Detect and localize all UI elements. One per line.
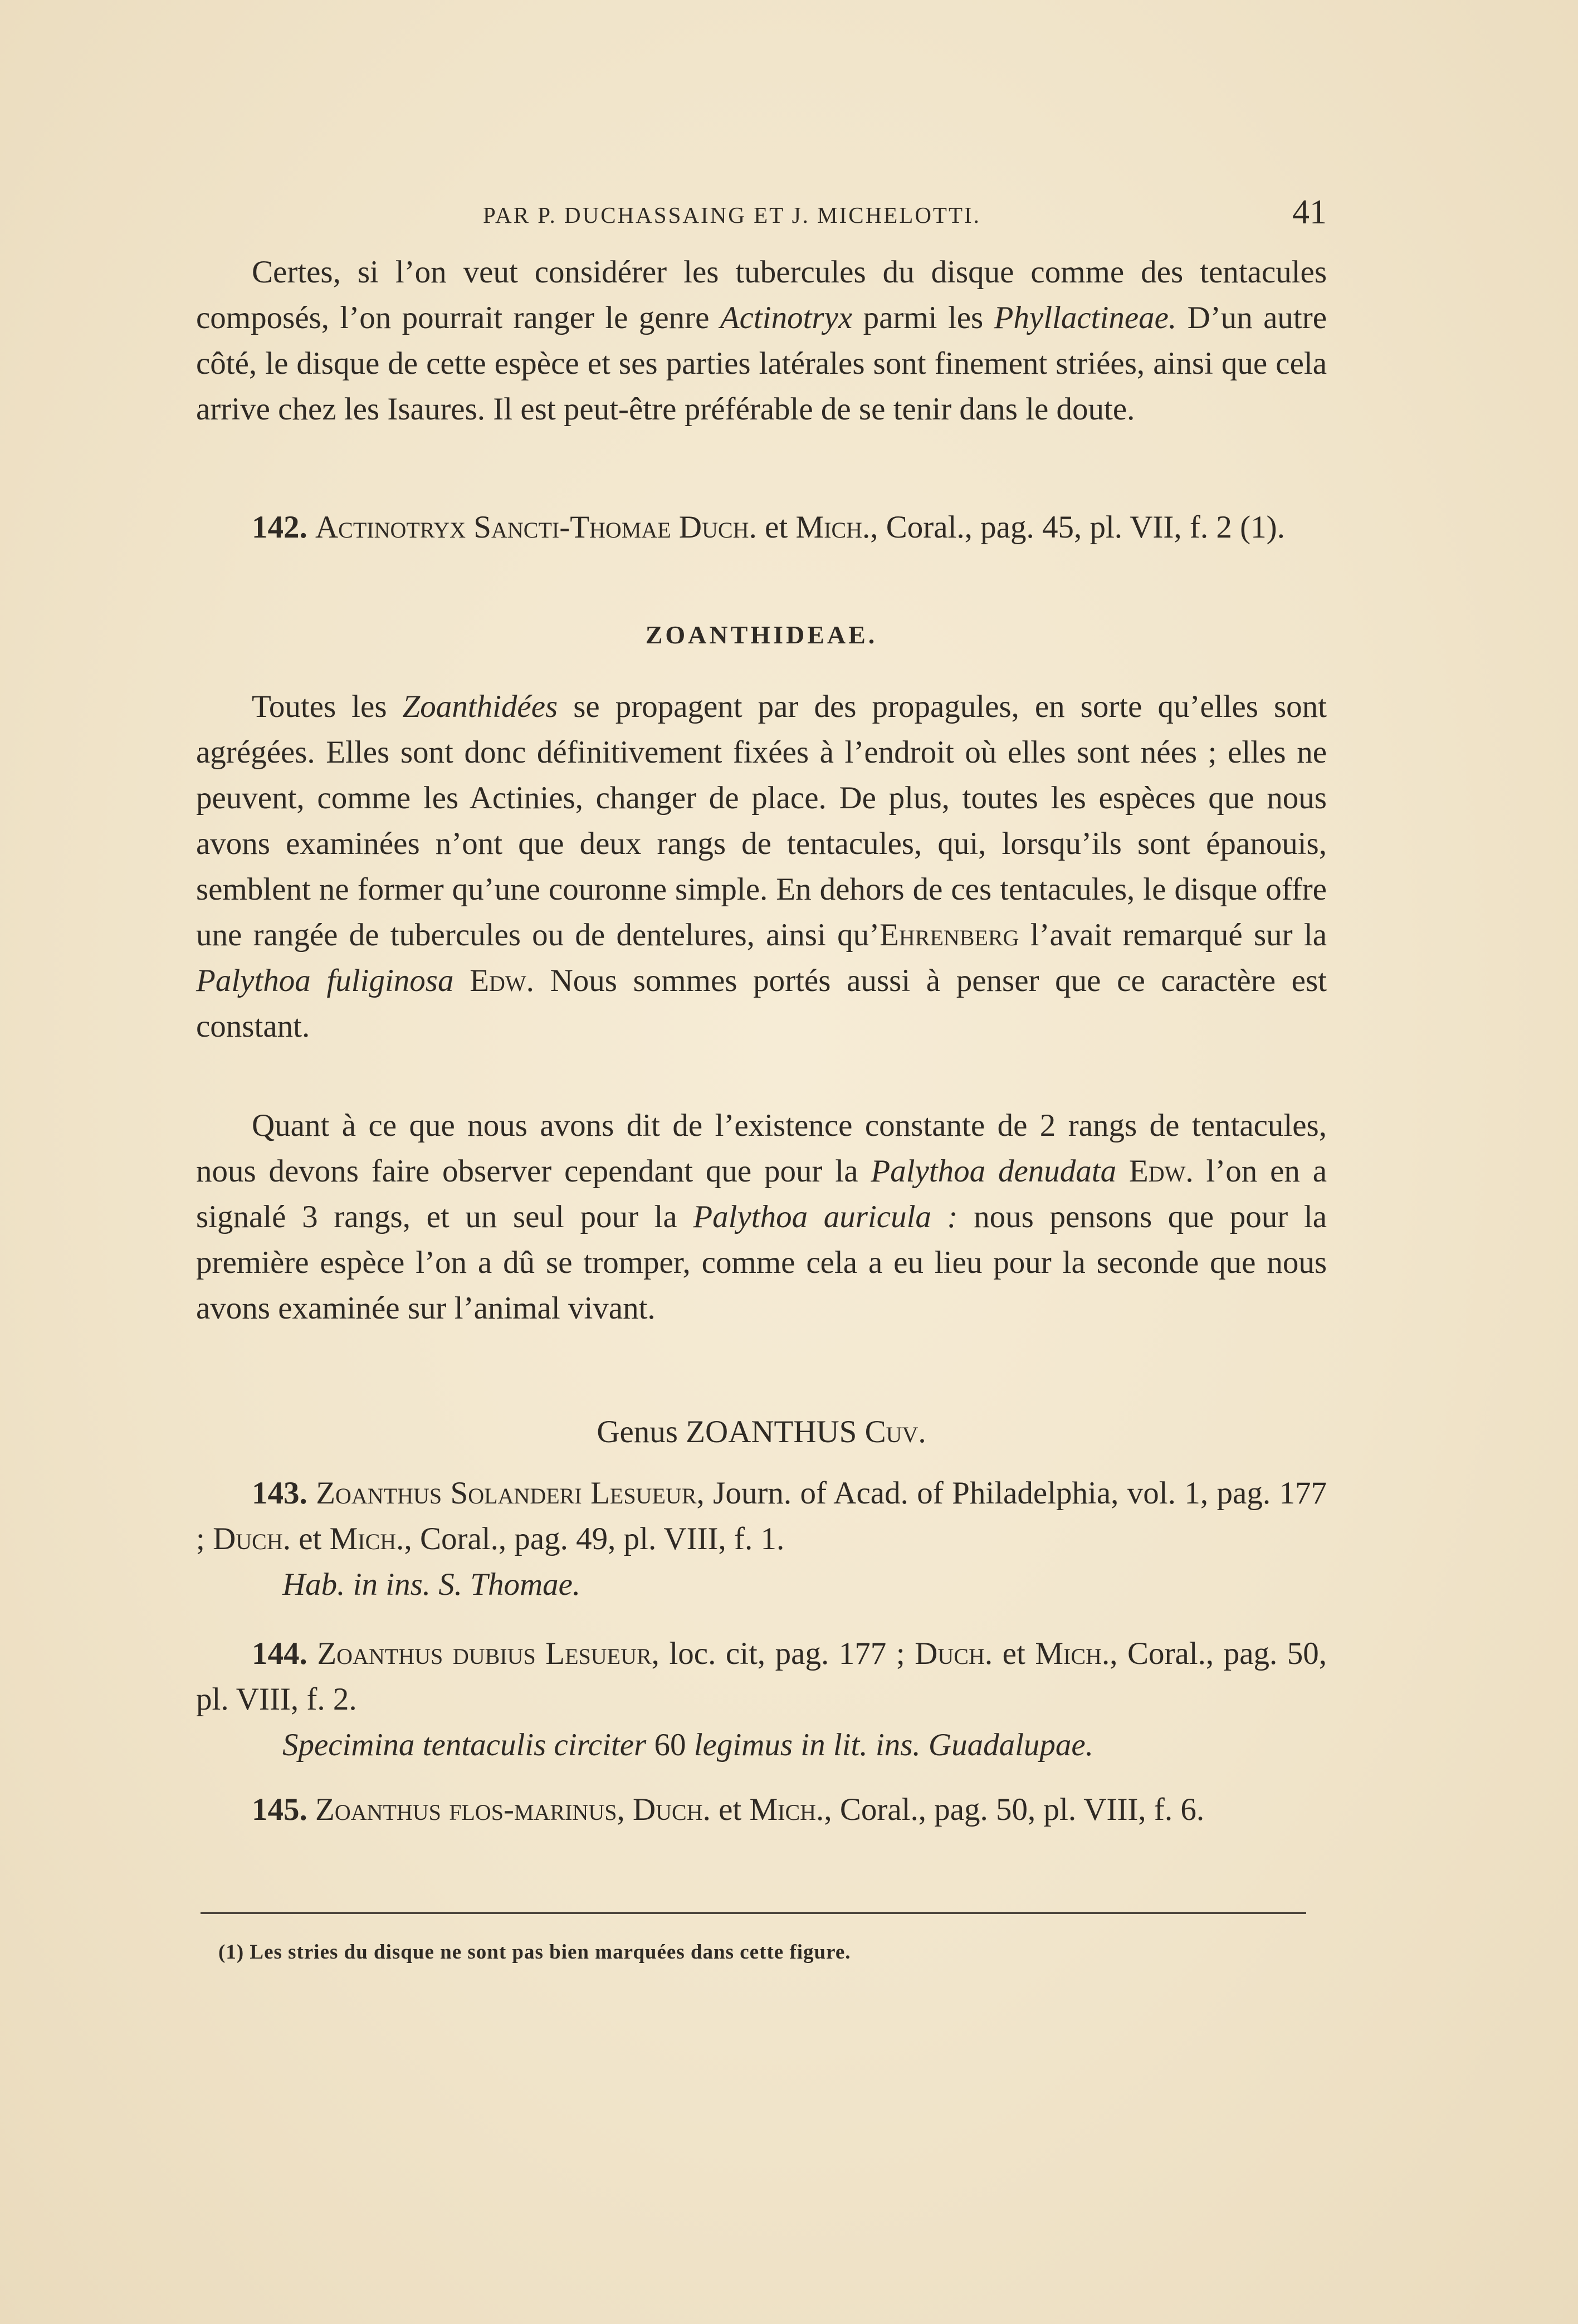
author-ehrenberg: Ehrenberg (880, 917, 1019, 953)
text-run: l’avait remarqué sur la (1019, 917, 1327, 953)
species-italic: Palythoa denudata (871, 1154, 1117, 1189)
genus-heading (196, 1409, 1327, 1455)
text-run: nous pensons que pour la première espèce l’on a dû se tromper, comme cela a eu lieu pour la seconde que nous avons examinée sur l’animal vivant. (196, 1199, 1327, 1326)
species-italic: Palythoa auricula : (693, 1199, 958, 1234)
page-header (196, 195, 1327, 234)
author: Duch. (915, 1636, 993, 1671)
note-number: 60 (654, 1727, 686, 1762)
entry-142-text (196, 505, 1327, 550)
page-number: 41 (1292, 193, 1327, 231)
entry-145-text (196, 1787, 1327, 1833)
reference: , loc. cit, pag. 177 ; (651, 1636, 915, 1671)
entry-144-text (196, 1631, 1327, 1722)
reference: , Coral., pag. 50, pl. VIII, f. 2. (196, 1636, 1327, 1717)
author: Mich. (1035, 1636, 1110, 1671)
species-name: Zoanthus Solanderi (316, 1476, 582, 1511)
entry-number: 145. (252, 1792, 307, 1827)
genus-author: Cuv. (864, 1414, 926, 1449)
reference: , Coral., pag. 50, pl. VIII, f. 6. (824, 1792, 1205, 1827)
species-epithet: flos-marinus (449, 1792, 617, 1827)
intro-text-b: parmi les (852, 300, 994, 335)
species-genus: Zoanthus (317, 1636, 443, 1671)
entry-143-text (196, 1471, 1327, 1562)
running-head: PAR P. DUCHASSAING ET J. MICHELOTTI. (483, 202, 981, 228)
text-run: Quant à ce que nous avons dit de l’existence constante de 2 rangs de tentacules, nous devons faire observer cependant que pour la (196, 1108, 1327, 1189)
text-run: l’on en a signalé 3 rangs, et un seul pour la (196, 1154, 1327, 1234)
zoanthidae-paragraph-2 (196, 1103, 1327, 1331)
reference: , Coral., pag. 45, pl. VII, f. 2 (1). (870, 510, 1285, 545)
conjunction: et (765, 510, 788, 545)
entry-number: 144. (252, 1636, 307, 1671)
text-run: Toutes les (252, 689, 403, 724)
genus-label: Genus ZOANTHUS (597, 1414, 857, 1449)
author: Mich. (749, 1792, 824, 1827)
text-run: Nous sommes portés aussi à penser que ce caractère est constant. (196, 963, 1327, 1044)
text-run: se propagent par des propagules, en sorte qu’elles sont agrégées. Elles sont donc définitivement fixées à l’endroit où elles sont nées ; elles ne peuvent, comme les Actinies, changer de place. De plus, toutes les espèces que nous avons examinées n’ont que deux rangs de tentacules, qui, lorsqu’ils sont épanouis, semblent ne former qu’une couronne simple. En dehors de ces tentacules, le disque offre une rangée de tubercules ou de dentelures, ainsi qu’ (196, 689, 1327, 953)
genus-actinotryx: Actinotryx (720, 300, 853, 335)
note-text: legimus in lit. ins. Guadalupae. (693, 1727, 1093, 1762)
conjunction: et (719, 1792, 742, 1827)
intro-text-c: D’un autre côté, le disque de cette espèce et ses parties latérales sont finement striées, ainsi que cela arrive chez les Isaures. Il est peut-être préférable de se tenir dans le doute. (196, 300, 1327, 427)
author-edw: Edw. (470, 963, 534, 998)
conjunction: et (299, 1521, 322, 1556)
intro-paragraph (196, 250, 1327, 432)
entry-143 (196, 1471, 1327, 1608)
author: Duch. (678, 510, 757, 545)
entry-number: 143. (252, 1476, 307, 1511)
author: Mich. (329, 1521, 404, 1556)
species-italic: Palythoa fuliginosa (196, 963, 454, 998)
zoanthidae-paragraph-1 (196, 684, 1327, 1049)
author-edw: Edw. (1128, 1154, 1194, 1189)
intro-text-a: Certes, si l’on veut considérer les tubercules du disque comme des tentacules composés, l’on pourrait ranger le genre (196, 255, 1327, 335)
italic-term: Zoanthidées (402, 689, 558, 724)
space (1116, 1154, 1129, 1189)
phyllactineae-term: Phyllactineae. (994, 300, 1177, 335)
species-genus: Zoanthus (315, 1792, 441, 1827)
zoanthidae-text-2 (196, 1103, 1327, 1331)
section-title: ZOANTHIDEAE. (645, 621, 878, 649)
genus-heading-block (196, 1409, 1327, 1455)
footnote-rule (201, 1912, 1306, 1914)
footnote: (1) Les stries du disque ne sont pas bien marquées dans cette figure. (218, 1941, 851, 1964)
specimen-note (196, 1722, 1327, 1768)
species-name: Actinotryx Sancti-Thomae (315, 510, 671, 545)
habitat: Hab. in ins. S. Thomae. (282, 1567, 581, 1602)
species-epithet: dubius (452, 1636, 536, 1671)
section-heading-block (196, 618, 1327, 652)
entry-144 (196, 1631, 1327, 1768)
reference: , Coral., pag. 49, pl. VIII, f. 1. (404, 1521, 785, 1556)
intro-paragraph-block (196, 250, 1327, 432)
entry-number: 142. (252, 510, 307, 545)
space (454, 963, 470, 998)
zoanthidae-text-1 (196, 684, 1327, 1049)
note-text: Specimina tentaculis circiter (282, 1727, 647, 1762)
entry-145 (196, 1787, 1327, 1833)
author: Duch. (213, 1521, 291, 1556)
conjunction: et (1002, 1636, 1025, 1671)
author: Mich. (795, 510, 871, 545)
author: Duch. (632, 1792, 711, 1827)
entry-142 (196, 505, 1327, 550)
reference: , Journ. of Acad. of Philadelphia, vol. 1, pag. 177 ; (196, 1476, 1327, 1556)
author: Lesueur (545, 1636, 652, 1671)
separator: , (617, 1792, 633, 1827)
author: Lesueur (590, 1476, 697, 1511)
